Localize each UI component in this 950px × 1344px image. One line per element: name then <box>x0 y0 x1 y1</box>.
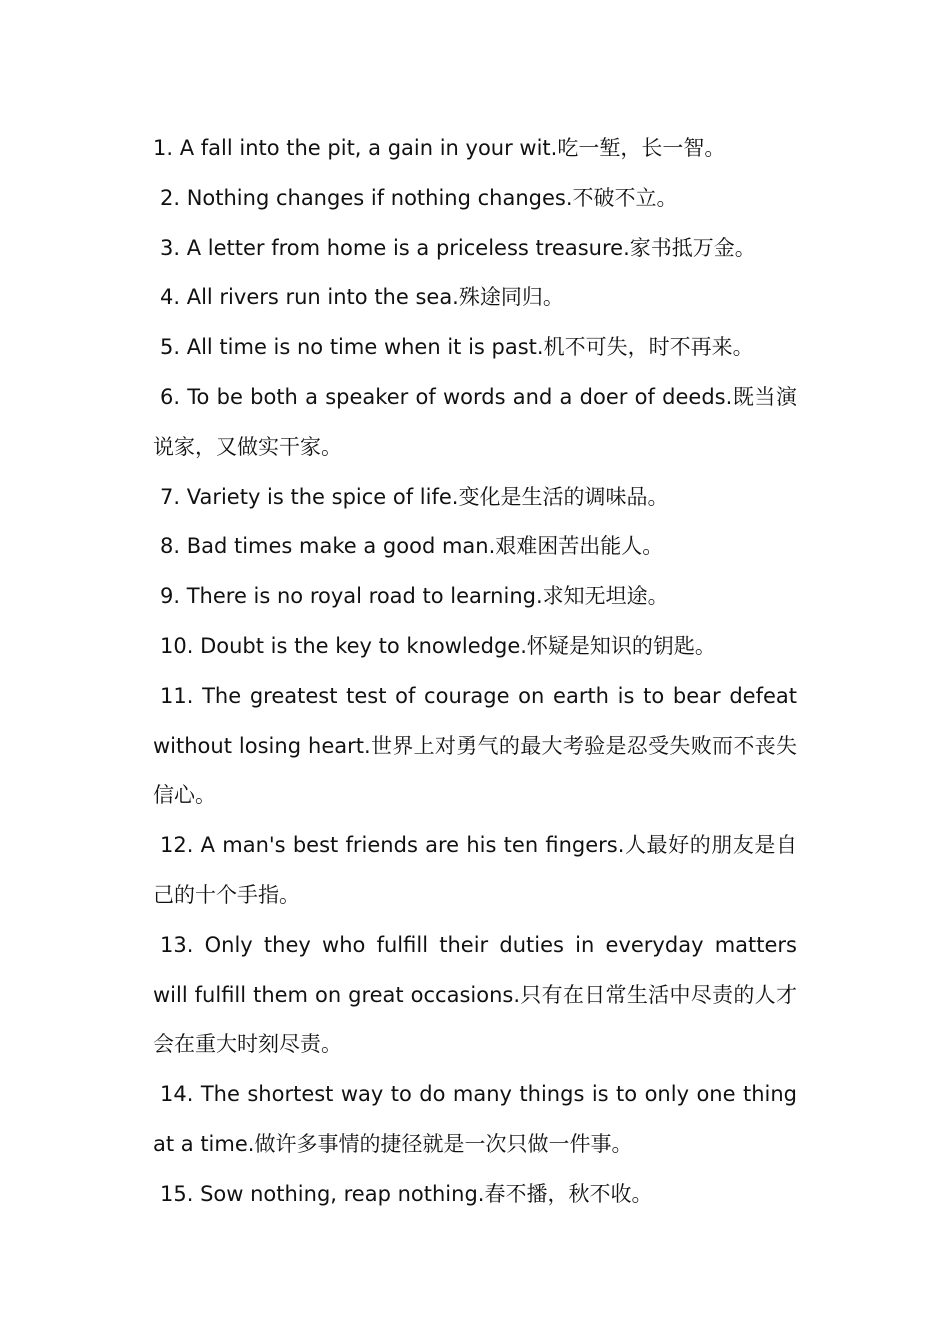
quote-item-2: 2. Nothing changes if nothing changes.不破不立。 <box>160 185 678 210</box>
quote-item-3: 3. A letter from home is a priceless treasure.家书抵万金。 <box>160 235 756 260</box>
quote-item-15: 15. Sow nothing, reap nothing.春不播，秋不收。 <box>160 1181 653 1206</box>
quote-item-4: 4. All rivers run into the sea.殊途同归。 <box>160 285 564 310</box>
quote-item-13: 13. Only they who fulfill their duties in everyday matters will fulfill them on great occasions.只有在日常生活中尽责的人才会在重大时刻尽责。 <box>153 932 797 1057</box>
quote-item-12: 12. A man's best friends are his ten fingers.人最好的朋友是自己的十个手指。 <box>153 833 797 907</box>
quote-item-8: 8. Bad times make a good man.艰难困苦出能人。 <box>160 534 664 559</box>
quote-list <box>153 124 797 1220</box>
quote-item-5: 5. All time is no time when it is past.机不可失，时不再来。 <box>160 335 754 360</box>
quote-item-10: 10. Doubt is the key to knowledge.怀疑是知识的钥匙。 <box>160 633 716 658</box>
quote-item-9: 9. There is no royal road to learning.求知无坦途。 <box>160 584 669 609</box>
quote-item-6: 6. To be both a speaker of words and a doer of deeds.既当演说家，又做实干家。 <box>153 384 797 459</box>
quote-item-11: 11. The greatest test of courage on earth is to bear defeat without losing heart.世界上对勇气的最大考验是忍受失败而不丧失信心。 <box>153 683 797 808</box>
quote-item-1: 1. A fall into the pit, a gain in your wit.吃一堑，长一智。 <box>153 136 726 160</box>
quote-item-7: 7. Variety is the spice of life.变化是生活的调味品。 <box>160 484 669 509</box>
quote-item-14: 14. The shortest way to do many things is to only one thing at a time.做许多事情的捷径就是一次只做一件事。 <box>153 1082 797 1156</box>
